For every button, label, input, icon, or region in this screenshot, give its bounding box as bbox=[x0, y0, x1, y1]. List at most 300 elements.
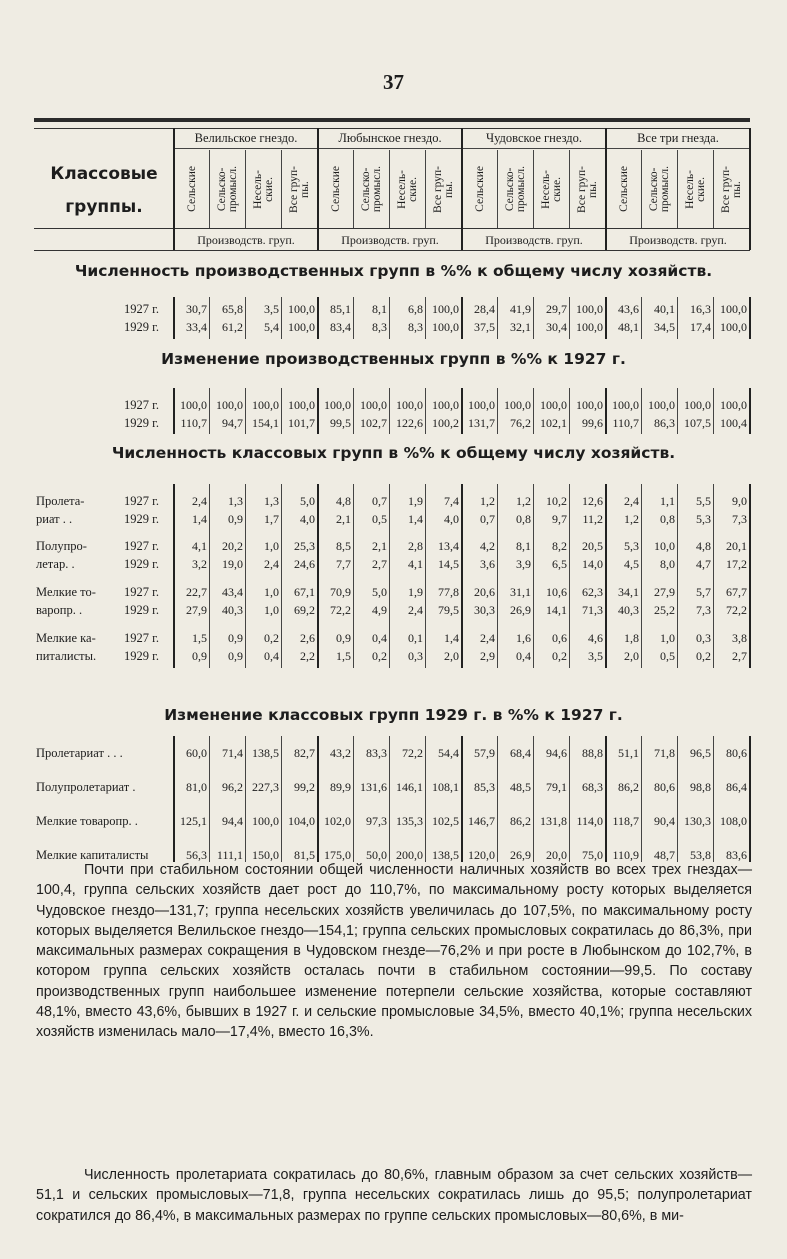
table4-row-cell: 48,7 bbox=[654, 848, 675, 862]
table3-group-name: варопр. . bbox=[36, 603, 83, 617]
header-label-line1: Классовые bbox=[50, 164, 158, 184]
column-head bbox=[714, 150, 750, 228]
header-column-line bbox=[389, 150, 390, 228]
table1-row-cell: 8,3 bbox=[408, 320, 423, 334]
table4-row-cell: 54,4 bbox=[438, 746, 459, 760]
table1-row-cell: 29,7 bbox=[546, 302, 567, 316]
table1-row-cell: 16,3 bbox=[690, 302, 711, 316]
table1-row-cell: 85,1 bbox=[330, 302, 351, 316]
table3-row-cell: 0,6 bbox=[552, 631, 567, 645]
table3-row-cell: 0,4 bbox=[516, 649, 531, 663]
table3-column-line bbox=[389, 484, 390, 668]
table4-row-cell: 83,3 bbox=[366, 746, 387, 760]
table3-row-cell: 72,2 bbox=[330, 603, 351, 617]
header-label-line2: группы. bbox=[65, 197, 143, 217]
table3-column-line bbox=[605, 484, 607, 668]
nest-title-1: Любынское гнездо. bbox=[318, 128, 462, 149]
table3-year: 1929 г. bbox=[124, 603, 159, 617]
table4-row-cell: 26,9 bbox=[510, 848, 531, 862]
column-head bbox=[606, 150, 642, 228]
table3-row-cell: 67,7 bbox=[726, 585, 747, 599]
table3-group-name: питалисты. bbox=[36, 649, 97, 663]
table2-row-cell: 100,0 bbox=[612, 398, 639, 412]
table3-row-cell: 27,9 bbox=[654, 585, 675, 599]
header-column-line bbox=[677, 150, 678, 228]
table2-row-cell: 131,7 bbox=[468, 416, 495, 430]
nest-footer-3: Производств. груп. bbox=[629, 233, 727, 247]
header-column-line bbox=[173, 128, 175, 250]
table4-row-cell: 200,0 bbox=[396, 848, 423, 862]
table3-row-cell: 4,0 bbox=[300, 512, 315, 526]
table3-row-cell: 2,8 bbox=[408, 539, 423, 553]
table3-row-cell: 9,7 bbox=[552, 512, 567, 526]
table2-row-cell: 100,4 bbox=[720, 416, 747, 430]
table3-row-cell: 77,8 bbox=[438, 585, 459, 599]
table2-column-line bbox=[605, 388, 607, 434]
table3-row-cell: 0,9 bbox=[228, 649, 243, 663]
table1-column-line bbox=[713, 297, 714, 339]
table1-column-line bbox=[569, 297, 570, 339]
table2-year: 1927 г. bbox=[124, 398, 159, 412]
table3-row-cell: 2,4 bbox=[192, 494, 207, 508]
table3-row-cell: 1,5 bbox=[336, 649, 351, 663]
table4-row-cell: 146,1 bbox=[396, 780, 423, 794]
table4-row-cell: 131,6 bbox=[360, 780, 387, 794]
table3-row-cell: 5,3 bbox=[696, 512, 711, 526]
table3-row-cell: 8,0 bbox=[660, 557, 675, 571]
table4-row-cell: 20,0 bbox=[546, 848, 567, 862]
table3-row-cell: 2,2 bbox=[300, 649, 315, 663]
table1-row-cell: 3,5 bbox=[264, 302, 279, 316]
table4-row-cell: 100,0 bbox=[252, 814, 279, 828]
table4-row-cell: 53,8 bbox=[690, 848, 711, 862]
table3-row-cell: 70,9 bbox=[330, 585, 351, 599]
table3-row-cell: 20,2 bbox=[222, 539, 243, 553]
table1-row-cell: 83,4 bbox=[330, 320, 351, 334]
header-column-line bbox=[749, 128, 751, 250]
table2-row-cell: 102,1 bbox=[540, 416, 567, 430]
table4-row-cell: 102,5 bbox=[432, 814, 459, 828]
table3-row-cell: 1,2 bbox=[624, 512, 639, 526]
table2-row-cell: 154,1 bbox=[252, 416, 279, 430]
table2-column-line bbox=[281, 388, 282, 434]
column-head bbox=[642, 150, 678, 228]
table1-row-cell: 100,0 bbox=[720, 320, 747, 334]
table1-column-line bbox=[425, 297, 426, 339]
table1-column-line bbox=[749, 297, 751, 339]
table3-row-cell: 0,8 bbox=[516, 512, 531, 526]
table4-row-cell: 108,1 bbox=[432, 780, 459, 794]
column-head-label: Сельско- промысл. bbox=[504, 165, 527, 213]
table4-row-cell: 94,4 bbox=[222, 814, 243, 828]
table3-row-cell: 8,5 bbox=[336, 539, 351, 553]
table3-row-cell: 4,8 bbox=[696, 539, 711, 553]
table4-column-line bbox=[281, 736, 282, 862]
table1-column-line bbox=[389, 297, 390, 339]
table3-row-cell: 34,1 bbox=[618, 585, 639, 599]
header-rule-2 bbox=[34, 250, 750, 251]
table2-row-cell: 100,0 bbox=[540, 398, 567, 412]
table3-row-cell: 72,2 bbox=[726, 603, 747, 617]
column-head bbox=[246, 150, 282, 228]
table3-row-cell: 14,0 bbox=[582, 557, 603, 571]
table3-row-cell: 4,1 bbox=[192, 539, 207, 553]
table3-row-cell: 1,3 bbox=[264, 494, 279, 508]
table3-row-cell: 1,9 bbox=[408, 585, 423, 599]
table3-row-cell: 12,6 bbox=[582, 494, 603, 508]
table3-row-cell: 5,3 bbox=[624, 539, 639, 553]
table4-row-cell: 108,0 bbox=[720, 814, 747, 828]
nest-footer-1: Производств. груп. bbox=[341, 233, 439, 247]
table3-row-cell: 13,4 bbox=[438, 539, 459, 553]
table2-row-cell: 100,2 bbox=[432, 416, 459, 430]
nest-title-0: Велильское гнездо. bbox=[174, 128, 318, 149]
table3-column-line bbox=[281, 484, 282, 668]
column-head-label: Несель- ские. bbox=[540, 169, 563, 209]
table4-row-label: Полупролетариат . bbox=[36, 780, 136, 794]
column-head bbox=[210, 150, 246, 228]
table2-row-cell: 122,6 bbox=[396, 416, 423, 430]
table4-row-cell: 89,9 bbox=[330, 780, 351, 794]
table3-row-cell: 5,5 bbox=[696, 494, 711, 508]
table1-column-line bbox=[317, 297, 319, 339]
table2-row-cell: 99,5 bbox=[330, 416, 351, 430]
table4-column-line bbox=[641, 736, 642, 862]
table4-column-line bbox=[497, 736, 498, 862]
table3-row-cell: 3,2 bbox=[192, 557, 207, 571]
table4-row-cell: 68,4 bbox=[510, 746, 531, 760]
table2-row-cell: 100,0 bbox=[468, 398, 495, 412]
column-head bbox=[534, 150, 570, 228]
table3-row-cell: 10,6 bbox=[546, 585, 567, 599]
table1-column-line bbox=[677, 297, 678, 339]
table3-row-cell: 0,5 bbox=[372, 512, 387, 526]
table3-column-line bbox=[173, 484, 175, 668]
column-head-label: Сельские bbox=[617, 166, 630, 212]
table3-row-cell: 6,5 bbox=[552, 557, 567, 571]
table3-row-cell: 0,9 bbox=[228, 512, 243, 526]
table2-row-cell: 100,0 bbox=[180, 398, 207, 412]
table3-group-name: Пролета- bbox=[36, 494, 85, 508]
table3-row-cell: 1,9 bbox=[408, 494, 423, 508]
table3-row-cell: 4,9 bbox=[372, 603, 387, 617]
header-column-line bbox=[245, 150, 246, 228]
table4-row-cell: 150,0 bbox=[252, 848, 279, 862]
table4-row-cell: 86,2 bbox=[618, 780, 639, 794]
paragraph-2: Численность пролетариата сократилась до 80,6%, главным образом за счет сельских хозяйств—51,1 и сельских промысловых—71,8, группа несельских сократилась лишь до 95,5; полупролетариат сократился до 86,4%, в максимальных размерах по группе сельских промысловых—80,6%, в ми- bbox=[36, 1167, 752, 1224]
table3-row-cell: 5,0 bbox=[300, 494, 315, 508]
table4-column-line bbox=[569, 736, 570, 862]
table3-column-line bbox=[425, 484, 426, 668]
table4-row-cell: 114,0 bbox=[576, 814, 603, 828]
table2-row-cell: 100,0 bbox=[504, 398, 531, 412]
table1-row-cell: 17,4 bbox=[690, 320, 711, 334]
table2-row-cell: 99,6 bbox=[582, 416, 603, 430]
table2-column-line bbox=[245, 388, 246, 434]
table4-row-cell: 80,6 bbox=[654, 780, 675, 794]
table2-row-cell: 110,7 bbox=[612, 416, 639, 430]
table2-row-cell: 100,0 bbox=[288, 398, 315, 412]
table4-row-cell: 135,3 bbox=[396, 814, 423, 828]
table3-row-cell: 1,2 bbox=[480, 494, 495, 508]
table1-row-cell: 34,5 bbox=[654, 320, 675, 334]
table1-row-cell: 100,0 bbox=[720, 302, 747, 316]
table3-row-cell: 10,0 bbox=[654, 539, 675, 553]
table2-row-cell: 100,0 bbox=[684, 398, 711, 412]
table3-row-cell: 3,6 bbox=[480, 557, 495, 571]
table1-column-line bbox=[209, 297, 210, 339]
column-head-label: Все груп- пы. bbox=[288, 165, 311, 213]
table3-row-cell: 1,4 bbox=[408, 512, 423, 526]
table4-column-line bbox=[533, 736, 534, 862]
table1-row-cell: 100,0 bbox=[576, 302, 603, 316]
table3-row-cell: 3,5 bbox=[588, 649, 603, 663]
table2-column-line bbox=[749, 388, 751, 434]
table3-row-cell: 4,6 bbox=[588, 631, 603, 645]
table3-row-cell: 0,3 bbox=[408, 649, 423, 663]
table4-row-cell: 86,4 bbox=[726, 780, 747, 794]
table3-column-line bbox=[353, 484, 354, 668]
column-head-label: Сельские bbox=[329, 166, 342, 212]
table3-row-cell: 79,5 bbox=[438, 603, 459, 617]
table3-row-cell: 2,1 bbox=[336, 512, 351, 526]
table2-column-line bbox=[497, 388, 498, 434]
table3-group-name: Мелкие то- bbox=[36, 585, 96, 599]
table3-group-name: летар. . bbox=[36, 557, 75, 571]
table3-row-cell: 3,9 bbox=[516, 557, 531, 571]
table2-year: 1929 г. bbox=[124, 416, 159, 430]
table1-row-cell: 5,4 bbox=[264, 320, 279, 334]
table4-row-cell: 138,5 bbox=[252, 746, 279, 760]
table4-column-line bbox=[605, 736, 607, 862]
table3-row-cell: 30,3 bbox=[474, 603, 495, 617]
table2-row-cell: 100,0 bbox=[324, 398, 351, 412]
table4-row-cell: 96,5 bbox=[690, 746, 711, 760]
table4-row-cell: 48,5 bbox=[510, 780, 531, 794]
header-column-line bbox=[569, 150, 570, 228]
column-head bbox=[570, 150, 606, 228]
table2-column-line bbox=[209, 388, 210, 434]
table2-column-line bbox=[677, 388, 678, 434]
table3-row-cell: 4,0 bbox=[444, 512, 459, 526]
table1-row-cell: 33,4 bbox=[186, 320, 207, 334]
table3-row-cell: 1,0 bbox=[264, 603, 279, 617]
column-head-label: Все груп- пы. bbox=[576, 165, 599, 213]
nest-footer-0: Производств. груп. bbox=[197, 233, 295, 247]
table3-group-name: Мелкие ка- bbox=[36, 631, 96, 645]
header-label bbox=[34, 158, 174, 224]
table1-column-line bbox=[281, 297, 282, 339]
table4-row-cell: 85,3 bbox=[474, 780, 495, 794]
table3-row-cell: 71,3 bbox=[582, 603, 603, 617]
table3-row-cell: 10,2 bbox=[546, 494, 567, 508]
table2-column-line bbox=[641, 388, 642, 434]
table4-row-cell: 120,0 bbox=[468, 848, 495, 862]
table4-row-cell: 97,3 bbox=[366, 814, 387, 828]
header-column-line bbox=[461, 128, 463, 250]
header-rule-1 bbox=[34, 228, 750, 229]
table4-row-cell: 110,9 bbox=[612, 848, 639, 862]
table4-row-cell: 79,1 bbox=[546, 780, 567, 794]
column-head-label: Несель- ские. bbox=[252, 169, 275, 209]
table1-column-line bbox=[353, 297, 354, 339]
table4-column-line bbox=[749, 736, 751, 862]
table2-column-line bbox=[317, 388, 319, 434]
table3-row-cell: 1,1 bbox=[660, 494, 675, 508]
table2-row-cell: 100,0 bbox=[252, 398, 279, 412]
table4-row-cell: 125,1 bbox=[180, 814, 207, 828]
table3-row-cell: 20,5 bbox=[582, 539, 603, 553]
table2-column-line bbox=[461, 388, 463, 434]
table1-column-line bbox=[641, 297, 642, 339]
table4-row-cell: 130,3 bbox=[684, 814, 711, 828]
table3-year: 1927 г. bbox=[124, 494, 159, 508]
column-head bbox=[318, 150, 354, 228]
table1-column-line bbox=[245, 297, 246, 339]
table1-row-cell: 8,1 bbox=[372, 302, 387, 316]
table4-row-cell: 57,9 bbox=[474, 746, 495, 760]
table2-column-line bbox=[713, 388, 714, 434]
table4-row-cell: 94,6 bbox=[546, 746, 567, 760]
header-column-line bbox=[605, 128, 607, 250]
table3-year: 1927 г. bbox=[124, 585, 159, 599]
table3-row-cell: 1,4 bbox=[192, 512, 207, 526]
table1-row-cell: 41,9 bbox=[510, 302, 531, 316]
table3-row-cell: 5,0 bbox=[372, 585, 387, 599]
table3-row-cell: 40,3 bbox=[222, 603, 243, 617]
table3-year: 1927 г. bbox=[124, 539, 159, 553]
header-column-line bbox=[713, 150, 714, 228]
table4-column-line bbox=[173, 736, 175, 862]
section-title-s1_title: Численность производственных групп в %% к общему числу хозяйств. bbox=[74, 262, 713, 280]
column-head bbox=[174, 150, 210, 228]
table1-column-line bbox=[461, 297, 463, 339]
column-head-label: Все груп- пы. bbox=[720, 165, 743, 213]
column-head-label: Несель- ские. bbox=[396, 169, 419, 209]
table1-row-cell: 30,7 bbox=[186, 302, 207, 316]
table2-row-cell: 94,7 bbox=[222, 416, 243, 430]
table3-row-cell: 4,8 bbox=[336, 494, 351, 508]
table2-column-line bbox=[569, 388, 570, 434]
table3-row-cell: 2,1 bbox=[372, 539, 387, 553]
column-head bbox=[426, 150, 462, 228]
table4-row-cell: 75,0 bbox=[582, 848, 603, 862]
header-column-line bbox=[425, 150, 426, 228]
table1-row-cell: 100,0 bbox=[288, 320, 315, 334]
table3-row-cell: 25,3 bbox=[294, 539, 315, 553]
table3-row-cell: 0,9 bbox=[192, 649, 207, 663]
table3-row-cell: 1,0 bbox=[264, 539, 279, 553]
table3-row-cell: 4,7 bbox=[696, 557, 711, 571]
table1-row-cell: 43,6 bbox=[618, 302, 639, 316]
table4-row-cell: 71,4 bbox=[222, 746, 243, 760]
table1-row-cell: 30,4 bbox=[546, 320, 567, 334]
table4-column-line bbox=[353, 736, 354, 862]
nest-title-2: Чудовское гнездо. bbox=[462, 128, 606, 149]
table3-row-cell: 7,7 bbox=[336, 557, 351, 571]
table3-row-cell: 0,9 bbox=[336, 631, 351, 645]
table1-row-cell: 8,3 bbox=[372, 320, 387, 334]
table3-row-cell: 62,3 bbox=[582, 585, 603, 599]
column-head-label: Сельско- промысл. bbox=[216, 165, 239, 213]
table4-row-cell: 82,7 bbox=[294, 746, 315, 760]
table4-column-line bbox=[389, 736, 390, 862]
table2-row-cell: 107,5 bbox=[684, 416, 711, 430]
table2-column-line bbox=[173, 388, 175, 434]
table3-row-cell: 0,2 bbox=[552, 649, 567, 663]
table2-row-cell: 100,0 bbox=[576, 398, 603, 412]
table1-column-line bbox=[173, 297, 175, 339]
table3-row-cell: 40,3 bbox=[618, 603, 639, 617]
table3-column-line bbox=[533, 484, 534, 668]
table1-row-cell: 28,4 bbox=[474, 302, 495, 316]
header-rule-0 bbox=[34, 128, 750, 129]
table1-row-cell: 48,1 bbox=[618, 320, 639, 334]
table3-row-cell: 31,1 bbox=[510, 585, 531, 599]
table3-row-cell: 0,5 bbox=[660, 649, 675, 663]
table3-row-cell: 0,8 bbox=[660, 512, 675, 526]
header-column-line bbox=[209, 150, 210, 228]
table3-row-cell: 1,0 bbox=[264, 585, 279, 599]
table4-row-cell: 81,0 bbox=[186, 780, 207, 794]
table3-row-cell: 14,1 bbox=[546, 603, 567, 617]
table3-row-cell: 0,2 bbox=[372, 649, 387, 663]
table3-year: 1929 г. bbox=[124, 512, 159, 526]
table3-year: 1929 г. bbox=[124, 557, 159, 571]
section-title-s2_title: Изменение производственных групп в %% к 1927 г. bbox=[161, 350, 626, 368]
table3-row-cell: 3,8 bbox=[732, 631, 747, 645]
header-column-line bbox=[641, 150, 642, 228]
table4-column-line bbox=[317, 736, 319, 862]
table4-row-cell: 118,7 bbox=[612, 814, 639, 828]
table3-column-line bbox=[677, 484, 678, 668]
table4-row-cell: 80,6 bbox=[726, 746, 747, 760]
table3-row-cell: 1,5 bbox=[192, 631, 207, 645]
table3-row-cell: 1,0 bbox=[660, 631, 675, 645]
table4-row-label: Мелкие капиталисты bbox=[36, 848, 149, 862]
table3-year: 1927 г. bbox=[124, 631, 159, 645]
table3-row-cell: 24,6 bbox=[294, 557, 315, 571]
table4-row-label: Мелкие товаропр. . bbox=[36, 814, 138, 828]
table3-row-cell: 43,4 bbox=[222, 585, 243, 599]
header-column-line bbox=[533, 150, 534, 228]
table2-row-cell: 100,0 bbox=[648, 398, 675, 412]
table1-row-cell: 40,1 bbox=[654, 302, 675, 316]
column-head-label: Сельско- промысл. bbox=[648, 165, 671, 213]
table3-row-cell: 2,4 bbox=[264, 557, 279, 571]
table3-row-cell: 5,7 bbox=[696, 585, 711, 599]
table4-row-cell: 71,8 bbox=[654, 746, 675, 760]
column-head-label: Сельские bbox=[473, 166, 486, 212]
table3-row-cell: 0,4 bbox=[264, 649, 279, 663]
table4-row-cell: 81,5 bbox=[294, 848, 315, 862]
table3-row-cell: 2,4 bbox=[408, 603, 423, 617]
table2-row-cell: 100,0 bbox=[360, 398, 387, 412]
table3-row-cell: 9,0 bbox=[732, 494, 747, 508]
table3-row-cell: 2,9 bbox=[480, 649, 495, 663]
table4-row-cell: 104,0 bbox=[288, 814, 315, 828]
table2-row-cell: 101,7 bbox=[288, 416, 315, 430]
table1-column-line bbox=[533, 297, 534, 339]
table3-row-cell: 8,2 bbox=[552, 539, 567, 553]
table1-row-cell: 100,0 bbox=[576, 320, 603, 334]
column-head bbox=[462, 150, 498, 228]
table3-row-cell: 1,7 bbox=[264, 512, 279, 526]
table3-group-name: риат . . bbox=[36, 512, 73, 526]
table3-column-line bbox=[713, 484, 714, 668]
table3-row-cell: 7,4 bbox=[444, 494, 459, 508]
table3-row-cell: 11,2 bbox=[582, 512, 603, 526]
